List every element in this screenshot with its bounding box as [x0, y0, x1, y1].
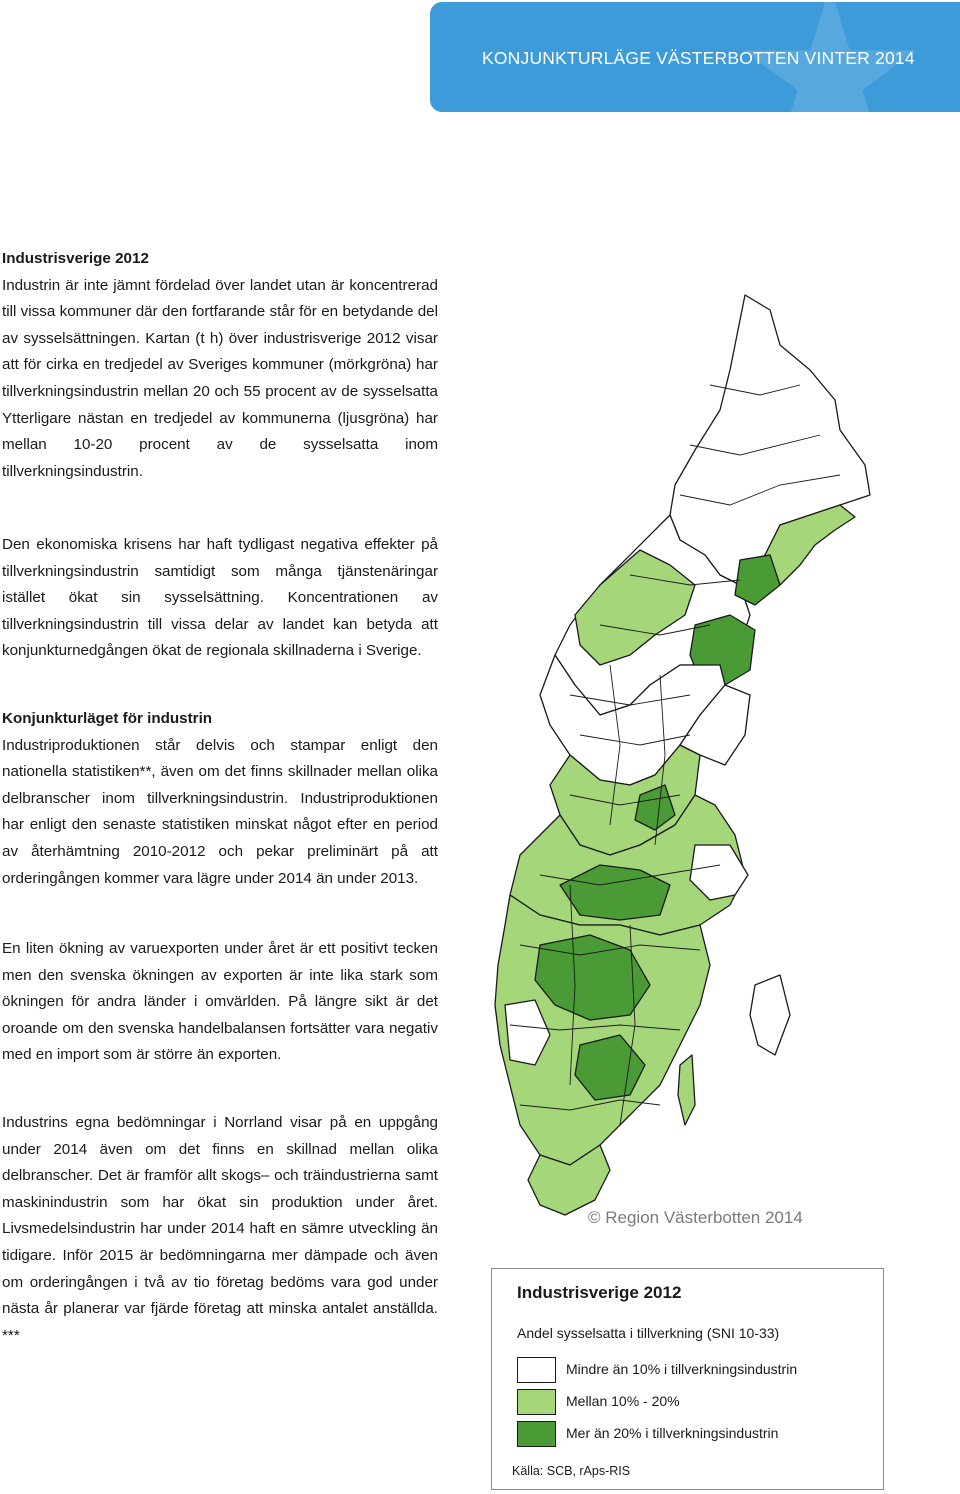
- legend-subtitle: Andel sysselsatta i tillverkning (SNI 10-33): [517, 1325, 780, 1341]
- article-section-export: [2, 936, 438, 1069]
- legend-swatch-white: [517, 1357, 556, 1383]
- legend-title: Industrisverige 2012: [517, 1283, 682, 1302]
- article-section-norrland: [2, 1110, 438, 1349]
- paragraph-crisis: Den ekonomiska krisens har haft tydligast negativa effekter på tillverkningsindustrin samtidigt som många tjänstenäringar istället ökat sin sysselsättning. Koncentrationen av tillverkningsindustrin till vissa delar av landet kan betyda att konjunkturnedgången ökat de regionala skillnaderna i Sverige.: [2, 536, 438, 660]
- legend-swatch-darkgreen: [517, 1421, 556, 1447]
- header-title: KONJUNKTURLÄGE VÄSTERBOTTEN VINTER 2014: [482, 48, 915, 68]
- header-banner: [430, 2, 960, 112]
- legend-source: Källa: SCB, rAps-RIS: [512, 1464, 631, 1478]
- article-section-crisis: [2, 532, 438, 665]
- legend-item-mid: [517, 1389, 877, 1415]
- region-gotland-white: [750, 975, 790, 1055]
- region-oland-lightgreen: [678, 1055, 695, 1125]
- article-section-konjunktur: [2, 706, 438, 892]
- map-legend: [491, 1268, 884, 1490]
- legend-item-low: [517, 1357, 877, 1383]
- legend-swatch-lightgreen: [517, 1389, 556, 1415]
- paragraph-norrland: Industrins egna bedömningar i Norrland visar på en uppgång under 2014 även om det finns en skillnad mellan olika delbranscher. Det är framför allt skogs– och träindustrierna samt maskinindustrin som har ökat sin produktion under året. Livsmedelsindustrin har under 2014 haft en sämre utveckling än tidigare. Inför 2015 är bedömningarna mer dämpade och även om orderingången i två av tio företag bedöms vara god under nästa år planerar var fjärde företag att minska antalet anställda. ***: [2, 1114, 438, 1344]
- sweden-industry-map: [480, 285, 900, 1225]
- heading-industrisverige: Industrisverige 2012: [2, 250, 149, 267]
- heading-konjunktur: Konjunkturläget för industrin: [2, 710, 213, 727]
- legend-label-mid: Mellan 10% - 20%: [566, 1393, 680, 1409]
- paragraph-intro: Industrin är inte jämnt fördelad över landet utan är koncentrerad till vissa kommuner där den fortfarande står för en betydande del av sysselsättningen. Kartan (t h) över industrisverige 2012 visar att för cirka en tredjedel av Sveriges kommuner (mörkgröna) har tillverkningsindustrin mellan 20 och 55 procent av de sysselsatta Ytterligare nästan en tredjedel av kommunerna (ljusgröna) har mellan 10-20 procent av de sysselsatta inom tillverkningsindustrin.: [2, 276, 438, 480]
- legend-item-high: [517, 1421, 877, 1447]
- legend-label-low: Mindre än 10% i tillverkningsindustrin: [566, 1361, 798, 1377]
- paragraph-production: Industriproduktionen står delvis och stampar enligt den nationella statistiken**, även om det finns skillnader mellan olika delbranscher inom tillverkningsindustrin. Industriproduktionen har enligt den senaste statistiken minskat något efter en period av återhämtning 2010-2012 och pekar preliminärt på att orderingången kommer vara lägre under 2014 än under 2013.: [2, 736, 438, 887]
- paragraph-export: En liten ökning av varuexporten under året är ett positivt tecken men den svenska ökningen av exporten är inte lika stark som ökningen för andra länder i omvärlden. På längre sikt är det oroande om den svenska handelbalansen fortsätter vara negativ med en import som är större än exporten.: [2, 940, 438, 1064]
- article-section-intro: [2, 246, 438, 485]
- sweden-outline: [495, 295, 870, 1215]
- legend-label-high: Mer än 20% i tillverkningsindustrin: [566, 1425, 779, 1441]
- map-copyright: © Region Västerbotten 2014: [588, 1208, 803, 1227]
- region-north-white: [670, 295, 870, 585]
